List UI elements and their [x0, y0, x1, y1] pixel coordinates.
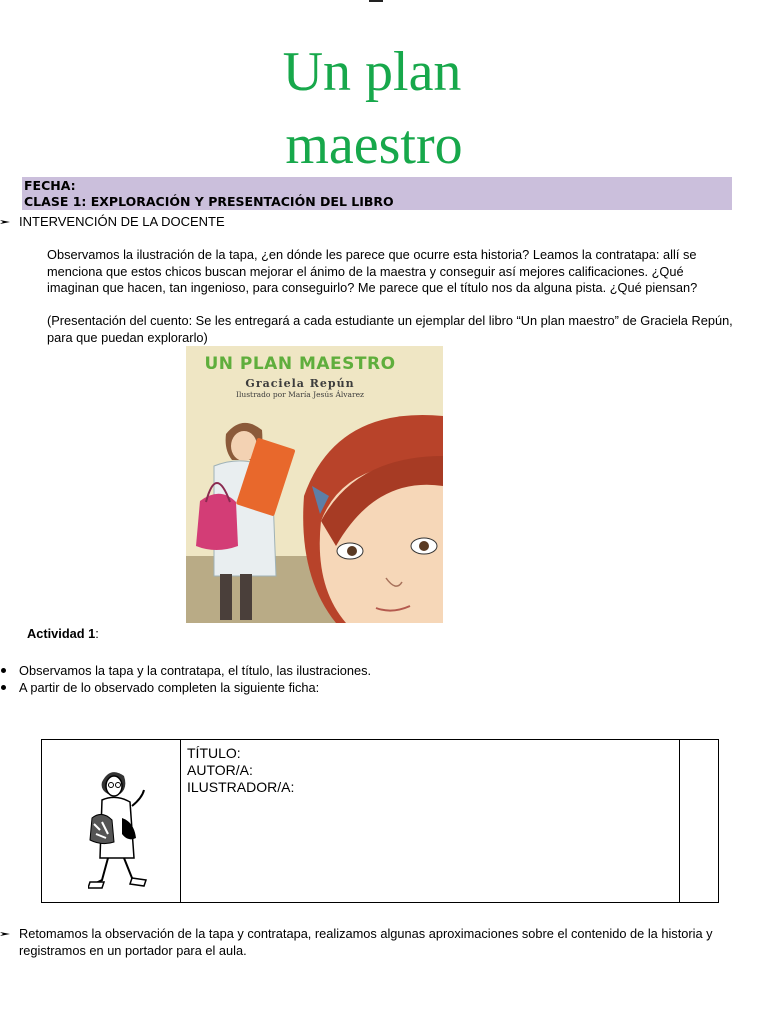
list-item: A partir de lo observado completen la siguiente ficha: — [0, 679, 371, 696]
clase-heading: CLASE 1: EXPLORACIÓN Y PRESENTACIÓN DEL LIBRO — [24, 194, 394, 209]
intervencion-heading: INTERVENCIÓN DE LA DOCENTE — [19, 214, 225, 229]
arrow-bullet-icon — [0, 929, 12, 939]
page-title-line-1: Un plan — [282, 41, 462, 103]
cover-author: Graciela Repún — [245, 377, 355, 390]
fecha-label: FECHA: — [24, 178, 76, 193]
actividad-label — [27, 626, 99, 643]
intro-paragraph: Observamos la ilustración de la tapa, ¿en dónde les parece que ocurre esta historia? Leamos la contratapa: allí se menciona que estos chicos buscan mejorar el ánimo de la maestra y conseguir así mejores calificaciones. ¿Qué imaginan que hacen, tan ingenioso, para conseguirlo? Me parece que el título nos da alguna pista. ¿Qué piensan? — [47, 247, 698, 295]
cover-illustrator: Ilustrado por María Jesús Álvarez — [236, 390, 364, 399]
actividad-title: Actividad 1 — [27, 626, 96, 641]
actividad-colon: : — [95, 626, 99, 641]
top-mark — [369, 0, 383, 2]
ficha-autor-label: AUTOR/A: — [187, 762, 253, 778]
ficha-fields — [187, 745, 294, 796]
presentation-paragraph: (Presentación del cuento: Se les entregará a cada estudiante un ejemplar del libro “Un plan maestro” de Graciela Repún, para que puedan explorarlo) — [47, 313, 733, 345]
ficha-image-cell — [42, 740, 181, 902]
bullet-list — [0, 662, 371, 696]
list-item: Observamos la tapa y la contratapa, el título, las ilustraciones. — [0, 662, 371, 679]
book-cover-image — [186, 346, 443, 623]
header-band — [22, 177, 732, 210]
ficha-empty-cell — [679, 740, 718, 902]
ficha-table — [41, 739, 719, 903]
page-title-line-2: maestro — [285, 114, 463, 176]
ficha-ilustrador-label: ILUSTRADOR/A: — [187, 779, 295, 795]
teacher-drawing-icon — [88, 768, 158, 893]
retomamos-paragraph: Retomamos la observación de la tapa y contratapa, realizamos algunas aproximaciones sobre el contenido de la historia y registramos en un portador para el aula. — [19, 926, 713, 958]
cover-title: UN PLAN MAESTRO — [204, 354, 396, 374]
ficha-titulo-label: TÍTULO: — [187, 745, 241, 761]
arrow-bullet-icon — [0, 217, 12, 227]
